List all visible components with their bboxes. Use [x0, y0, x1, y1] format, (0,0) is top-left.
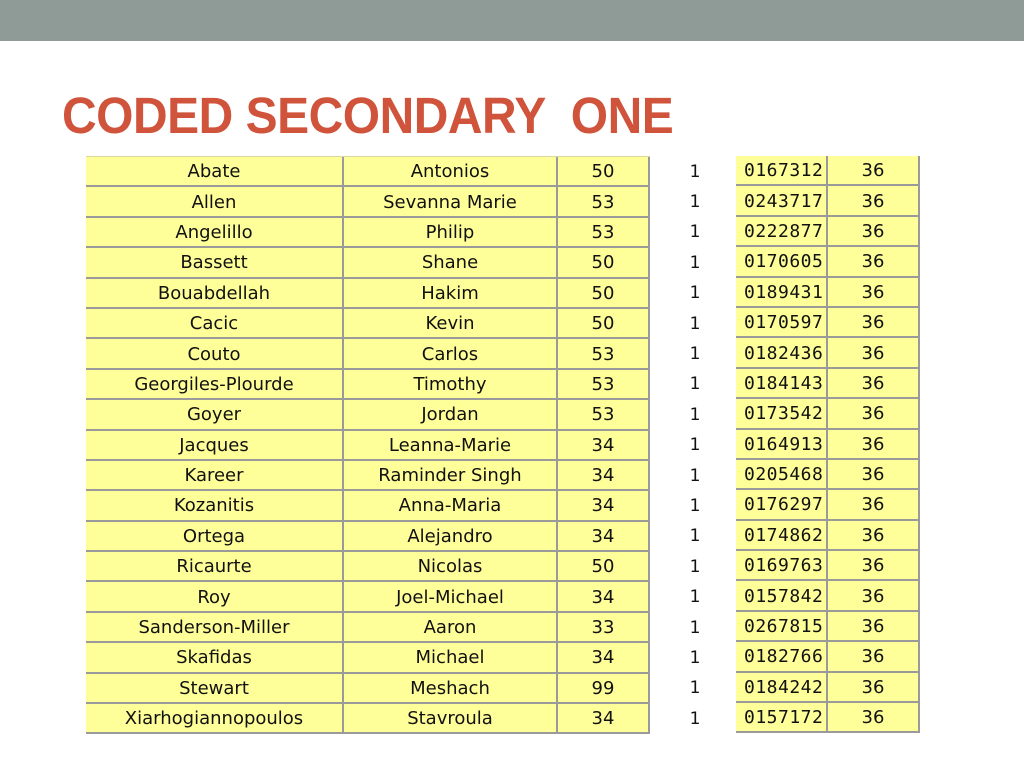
student-id-cell: 0173542 [736, 399, 828, 429]
last-name-cell: Jacques [86, 431, 344, 461]
student-id-cell: 0205468 [736, 460, 828, 490]
table-row [86, 522, 650, 552]
table-row [86, 248, 650, 278]
table-row [736, 156, 920, 186]
table-row [650, 186, 740, 216]
flag-cell: 1 [689, 495, 701, 516]
code-cell: 33 [558, 613, 650, 643]
code-cell: 34 [558, 704, 650, 734]
last-name-cell: Goyer [86, 400, 344, 430]
table-row [736, 612, 920, 642]
number-cell: 36 [828, 156, 920, 186]
table-row [650, 642, 740, 672]
number-cell: 36 [828, 278, 920, 308]
flag-cell: 1 [689, 526, 701, 547]
first-name-cell: Jordan [344, 400, 558, 430]
first-name-cell: Aaron [344, 613, 558, 643]
first-name-cell: Sevanna Marie [344, 187, 558, 217]
table-row [650, 217, 740, 247]
table-row [736, 186, 920, 216]
last-name-cell: Ricaurte [86, 552, 344, 582]
table-row [86, 339, 650, 369]
code-cell: 34 [558, 522, 650, 552]
code-cell: 34 [558, 491, 650, 521]
number-cell: 36 [828, 217, 920, 247]
flag-cell: 1 [689, 222, 701, 243]
table-row [650, 156, 740, 186]
ids-grid [736, 156, 920, 733]
student-id-cell: 0170597 [736, 308, 828, 338]
flag-column [650, 156, 740, 733]
code-cell: 50 [558, 552, 650, 582]
flag-cell: 1 [689, 161, 701, 182]
last-name-cell: Angelillo [86, 218, 344, 248]
table-row [650, 581, 740, 611]
first-name-cell: Timothy [344, 370, 558, 400]
code-cell: 34 [558, 582, 650, 612]
code-cell: 99 [558, 674, 650, 704]
student-id-cell: 0170605 [736, 247, 828, 277]
last-name-cell: Ortega [86, 522, 344, 552]
top-banner [0, 0, 1024, 41]
first-name-cell: Kevin [344, 309, 558, 339]
flag-cell: 1 [689, 617, 701, 638]
first-name-cell: Alejandro [344, 522, 558, 552]
table-row [86, 400, 650, 430]
last-name-cell: Roy [86, 582, 344, 612]
flag-cell: 1 [689, 678, 701, 699]
number-cell: 36 [828, 612, 920, 642]
table-row [650, 490, 740, 520]
student-id-cell: 0167312 [736, 156, 828, 186]
student-id-cell: 0243717 [736, 186, 828, 216]
code-cell: 53 [558, 187, 650, 217]
last-name-cell: Couto [86, 339, 344, 369]
student-id-cell: 0184242 [736, 673, 828, 703]
first-name-cell: Shane [344, 248, 558, 278]
student-id-cell: 0157842 [736, 581, 828, 611]
student-id-cell: 0189431 [736, 278, 828, 308]
code-cell: 53 [558, 339, 650, 369]
last-name-cell: Stewart [86, 674, 344, 704]
student-id-cell: 0169763 [736, 551, 828, 581]
table-row [736, 490, 920, 520]
number-cell: 36 [828, 490, 920, 520]
code-cell: 53 [558, 370, 650, 400]
number-cell: 36 [828, 581, 920, 611]
first-name-cell: Hakim [344, 279, 558, 309]
last-name-cell: Bassett [86, 248, 344, 278]
number-cell: 36 [828, 338, 920, 368]
table-row [736, 399, 920, 429]
table-row [650, 551, 740, 581]
number-cell: 36 [828, 186, 920, 216]
last-name-cell: Skafidas [86, 643, 344, 673]
last-name-cell: Allen [86, 187, 344, 217]
flag-cell: 1 [689, 374, 701, 395]
first-name-cell: Raminder Singh [344, 461, 558, 491]
flag-cell: 1 [689, 556, 701, 577]
table-row [86, 157, 650, 187]
table-row [650, 430, 740, 460]
table-row [86, 552, 650, 582]
table-row [650, 278, 740, 308]
first-name-cell: Joel-Michael [344, 582, 558, 612]
table-row [736, 551, 920, 581]
student-id-cell: 0267815 [736, 612, 828, 642]
code-cell: 34 [558, 643, 650, 673]
table-row [650, 460, 740, 490]
code-cell: 34 [558, 461, 650, 491]
table-row [650, 247, 740, 277]
table-row [736, 338, 920, 368]
code-cell: 34 [558, 431, 650, 461]
table-row [86, 218, 650, 248]
number-cell: 36 [828, 369, 920, 399]
flag-cell: 1 [689, 708, 701, 729]
table-row [86, 674, 650, 704]
flag-cell: 1 [689, 313, 701, 334]
number-cell: 36 [828, 308, 920, 338]
code-cell: 53 [558, 400, 650, 430]
first-name-cell: Philip [344, 218, 558, 248]
table-row [650, 612, 740, 642]
student-id-cell: 0222877 [736, 217, 828, 247]
student-id-cell: 0157172 [736, 703, 828, 733]
first-name-cell: Leanna-Marie [344, 431, 558, 461]
table-row [736, 278, 920, 308]
table-row [736, 247, 920, 277]
first-name-cell: Carlos [344, 339, 558, 369]
number-cell: 36 [828, 673, 920, 703]
table-row [736, 460, 920, 490]
table-row [86, 309, 650, 339]
table-row [86, 643, 650, 673]
last-name-cell: Cacic [86, 309, 344, 339]
last-name-cell: Kozanitis [86, 491, 344, 521]
last-name-cell: Xiarhogiannopoulos [86, 704, 344, 734]
first-name-cell: Nicolas [344, 552, 558, 582]
first-name-cell: Stavroula [344, 704, 558, 734]
code-cell: 50 [558, 309, 650, 339]
student-id-cell: 0182436 [736, 338, 828, 368]
table-row [650, 308, 740, 338]
table-row [86, 461, 650, 491]
student-id-cell: 0184143 [736, 369, 828, 399]
code-cell: 50 [558, 157, 650, 187]
flag-cell: 1 [689, 344, 701, 365]
flag-cell: 1 [689, 587, 701, 608]
last-name-cell: Sanderson-Miller [86, 613, 344, 643]
table-row [86, 582, 650, 612]
names-grid [86, 156, 650, 734]
table-row [86, 187, 650, 217]
first-name-cell: Meshach [344, 674, 558, 704]
flag-cell: 1 [689, 404, 701, 425]
student-id-cell: 0182766 [736, 642, 828, 672]
table-row [736, 217, 920, 247]
last-name-cell: Kareer [86, 461, 344, 491]
table-row [650, 673, 740, 703]
flag-cell: 1 [689, 647, 701, 668]
table-row [736, 521, 920, 551]
table-row [86, 431, 650, 461]
flag-cell: 1 [689, 252, 701, 273]
number-cell: 36 [828, 460, 920, 490]
table-row [736, 430, 920, 460]
first-name-cell: Antonios [344, 157, 558, 187]
number-cell: 36 [828, 642, 920, 672]
table-row [650, 399, 740, 429]
flag-cell: 1 [689, 435, 701, 456]
table-row [650, 338, 740, 368]
table-row [736, 581, 920, 611]
student-id-cell: 0174862 [736, 521, 828, 551]
first-name-cell: Michael [344, 643, 558, 673]
table-row [650, 703, 740, 733]
flag-cell: 1 [689, 192, 701, 213]
number-cell: 36 [828, 703, 920, 733]
table-row [736, 703, 920, 733]
table-row [736, 308, 920, 338]
student-id-cell: 0176297 [736, 490, 828, 520]
table-row [86, 704, 650, 734]
slide-title: CODED SECONDARY ONE [62, 87, 674, 144]
flag-cell: 1 [689, 283, 701, 304]
table-row [86, 491, 650, 521]
table-row [650, 521, 740, 551]
last-name-cell: Bouabdellah [86, 279, 344, 309]
table-row [736, 673, 920, 703]
code-cell: 50 [558, 248, 650, 278]
number-cell: 36 [828, 551, 920, 581]
table-row [86, 370, 650, 400]
table-row [86, 613, 650, 643]
table-row [86, 279, 650, 309]
flag-cell: 1 [689, 465, 701, 486]
code-cell: 50 [558, 279, 650, 309]
table-row [736, 369, 920, 399]
table-row [736, 642, 920, 672]
code-cell: 53 [558, 218, 650, 248]
number-cell: 36 [828, 430, 920, 460]
student-id-cell: 0164913 [736, 430, 828, 460]
last-name-cell: Abate [86, 157, 344, 187]
last-name-cell: Georgiles-Plourde [86, 370, 344, 400]
number-cell: 36 [828, 247, 920, 277]
table-row [650, 369, 740, 399]
number-cell: 36 [828, 521, 920, 551]
first-name-cell: Anna-Maria [344, 491, 558, 521]
number-cell: 36 [828, 399, 920, 429]
